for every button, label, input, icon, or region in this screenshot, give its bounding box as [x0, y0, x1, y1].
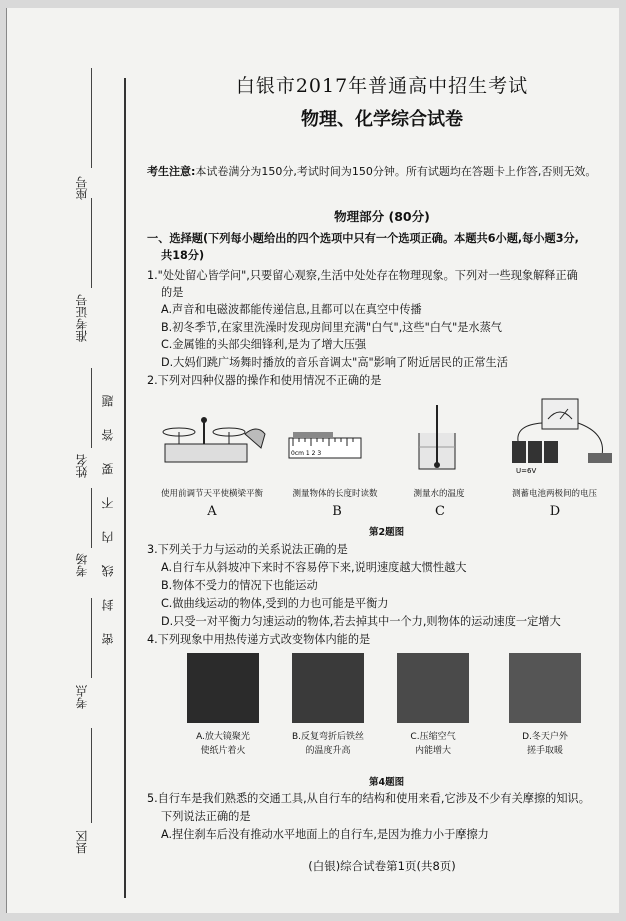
q4-caption-a-line1: A.放大镜聚光: [196, 732, 250, 742]
q1-option-d: D.大妈们跳广场舞时播放的音乐音调太"高"影响了附近居民的正常生活: [161, 356, 508, 369]
school-label: 考场: [75, 553, 89, 577]
q4-caption-b-line2: 的温度升高: [305, 746, 351, 756]
voltage-label: U=6V: [516, 467, 537, 475]
exam-site-blank[interactable]: [91, 598, 92, 678]
q2-caption-b: 测量物体的长度时读数: [292, 489, 378, 499]
notice-label: 考生注意:: [147, 165, 196, 178]
seat-blank[interactable]: [91, 68, 92, 168]
q4-caption-d-line1: D.冬天户外: [522, 732, 568, 742]
part1-heading-cont: 共18分): [161, 249, 205, 262]
ruler-figure: [287, 428, 367, 468]
q2-caption-d: 测蓄电池两极间的电压: [511, 489, 597, 499]
q4-caption-a-line2: 使纸片着火: [200, 746, 246, 756]
q2-caption-c: 测量水的温度: [413, 489, 465, 499]
q4-caption-b: [282, 730, 374, 758]
q4-figure-title: 第4题图: [369, 777, 405, 788]
ruler-scale-label: 0cm 1 2 3: [291, 450, 322, 457]
q5-stem-cont: 下列说法正确的是: [161, 810, 251, 823]
thermometer-figure: [409, 403, 469, 475]
physics-section-title: 物理部分 (80分): [334, 209, 430, 224]
q2-letter-d: D: [549, 504, 561, 519]
q1-stem-cont: 的是: [161, 286, 184, 299]
district-blank[interactable]: [91, 728, 92, 823]
exam-subtitle: 物理、化学综合试卷: [301, 109, 463, 130]
voltmeter-figure: [502, 393, 617, 475]
name-blank[interactable]: [91, 368, 92, 448]
q2-figure-title: 第2题图: [369, 527, 405, 538]
candidate-notice: [147, 163, 617, 180]
q2-letter-a: A: [207, 504, 217, 519]
q4-photo-c: [397, 653, 469, 723]
q4-caption-c-line1: C.压缩空气: [410, 732, 456, 742]
q3-option-a: A.自行车从斜坡冲下来时不容易停下来,说明速度越大惯性越大: [161, 561, 467, 574]
q2-letter-c: C: [435, 504, 445, 519]
exam-page: [6, 8, 619, 913]
q3-option-b: B.物体不受力的情况下也能运动: [161, 579, 318, 592]
school-blank[interactable]: [91, 488, 92, 548]
binding-sidebar: [7, 8, 127, 913]
admission-blank[interactable]: [91, 198, 92, 288]
q4-caption-b-line1: B.反复弯折后铁丝: [291, 732, 365, 742]
q2-caption-a: 使用前调节天平使横梁平衡: [160, 489, 263, 499]
exam-title: 白银市2017年普通高中招生考试: [235, 75, 529, 97]
q3-stem: 3.下列关于力与运动的关系说法正确的是: [147, 543, 348, 556]
q4-photo-b: [292, 653, 364, 723]
q4-caption-d: [499, 730, 591, 758]
q4-caption-a: [177, 730, 269, 758]
q1-option-c: C.金属锥的头部尖细锋利,是为了增大压强: [161, 338, 367, 351]
q3-option-d: D.只受一对平衡力匀速运动的物体,若去掉其中一个力,则物体的运动速度一定增大: [161, 615, 561, 628]
balance-figure: [157, 404, 267, 474]
q4-photo-a: [187, 653, 259, 723]
part1-heading: 一、选择题(下列每小题给出的四个选项中只有一个选项正确。本题共6小题,每小题3分,: [147, 232, 579, 245]
q4-photo-d: [509, 653, 581, 723]
q2-letter-b: B: [332, 504, 342, 519]
q5-option-a: A.捏住刹车后没有推动水平地面上的自行车,是因为推力小于摩擦力: [161, 828, 489, 841]
q4-caption-d-line2: 搓手取暖: [526, 746, 563, 756]
page-footer: (白银)综合试卷第1页(共8页): [308, 859, 456, 873]
q4-stem: 4.下列现象中用热传递方式改变物体内能的是: [147, 633, 371, 646]
q1-option-a: A.声音和电磁波都能传递信息,且都可以在真空中传播: [161, 303, 422, 316]
notice-text: 本试卷满分为150分,考试时间为150分钟。所有试题均在答题卡上作答,否则无效。: [195, 165, 597, 178]
q5-stem: 5.自行车是我们熟悉的交通工具,从自行车的结构和使用来看,它涉及不少有关摩擦的知识。: [147, 792, 590, 805]
binding-line: [124, 78, 126, 898]
seat-label: 座号: [75, 176, 89, 200]
exam-site-label: 考点: [75, 685, 89, 709]
q2-stem: 2.下列对四种仪器的操作和使用情况不正确的是: [147, 374, 382, 387]
seal-line-text: 密封线内不要答题: [101, 373, 115, 645]
admission-label: 准考证号: [75, 294, 89, 342]
name-label: 姓名: [75, 454, 89, 478]
q1-stem: 1."处处留心皆学问",只要留心观察,生活中处处存在物理现象。下列对一些现象解释正确: [147, 269, 578, 282]
q4-caption-c-line2: 内能增大: [414, 746, 451, 756]
q1-option-b: B.初冬季节,在家里洗澡时发现房间里充满"白气",这些"白气"是水蒸气: [161, 321, 502, 334]
district-label: 县区: [75, 830, 89, 854]
q4-caption-c: [387, 730, 479, 758]
q3-option-c: C.做曲线运动的物体,受到的力也可能是平衡力: [161, 597, 389, 610]
